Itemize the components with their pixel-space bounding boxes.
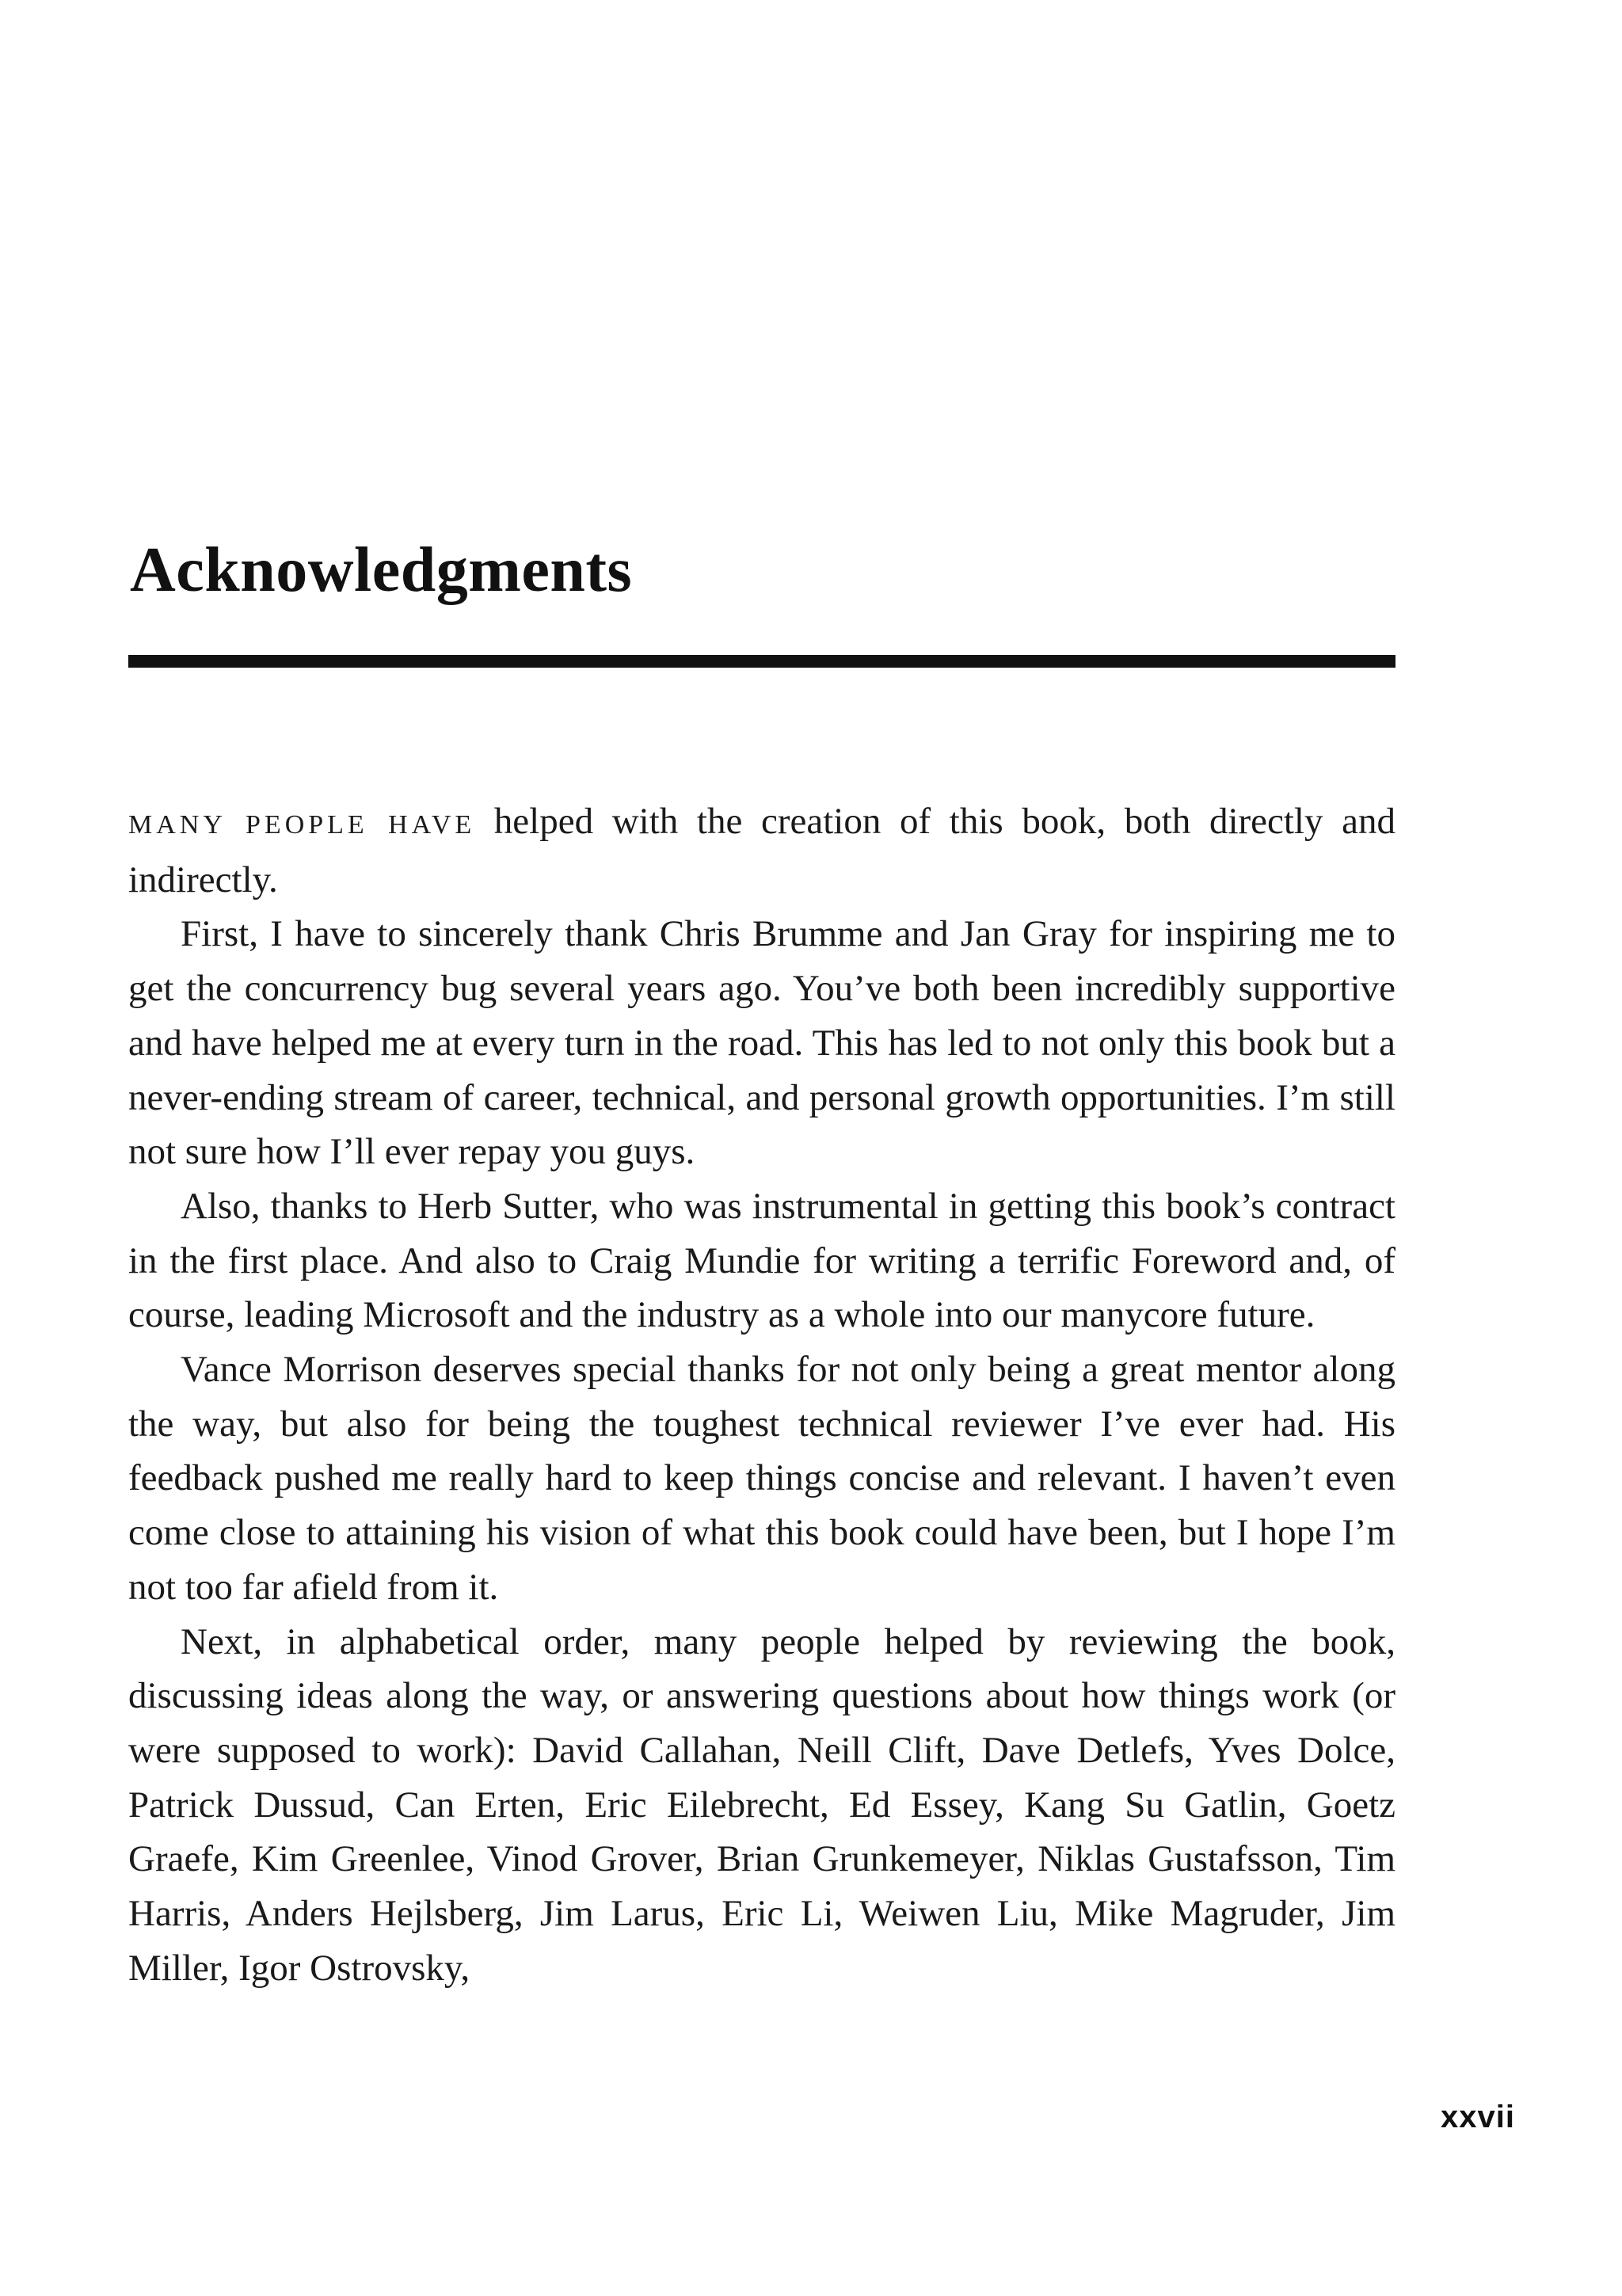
page-number: xxvii — [1441, 2100, 1515, 2134]
paragraph-4 — [128, 1342, 1395, 1615]
paragraph-5 — [128, 1615, 1395, 1996]
small-caps-lead-in: MANY PEOPLE HAVE — [128, 810, 476, 840]
paragraph-text: Next, in alphabetical order, many people helped by reviewing the book, discussing ideas along the way, or answering questions about how things work (or were supposed to work): David Callahan, Neill Clift, Dave Detlefs, Yves Dolce, Patrick Dussud, Can Erten, Eric Eilebrecht, Ed Essey, Kang Su Gatlin, Goetz Graefe, Kim Greenlee, Vinod Grover, Brian Grunkemeyer, Niklas Gustafsson, Tim Harris, Anders Hejlsberg, Jim Larus, Eric Li, Weiwen Liu, Mike Magruder, Jim Miller, Igor Ostrovsky, — [128, 1620, 1395, 1989]
paragraph-2 — [128, 907, 1395, 1179]
paragraph-3 — [128, 1179, 1395, 1342]
paragraph-text: First, I have to sincerely thank Chris Brumme and Jan Gray for inspiring me to get the concurrency bug several years ago. You’ve both been incredibly supportive and have helped me at every turn in the road. This has led to not only this book but a never-ending stream of career, technical, and personal growth opportunities. I’m still not sure how I’ll ever repay you guys. — [128, 913, 1395, 1173]
chapter-title: Acknowledgments — [130, 535, 633, 605]
paragraph-text: Vance Morrison deserves special thanks for not only being a great mentor along the way, but also for being the toughest technical reviewer I’ve ever had. His feedback pushed me really hard to keep things concise and relevant. I haven’t even come close to attaining his vision of what this book could have been, but I hope I’m not too far afield from it. — [128, 1349, 1395, 1608]
paragraph-text: helped with the creation of this book, both directly and indirectly. — [128, 801, 1395, 901]
body-text — [128, 794, 1395, 1995]
paragraph-text: Also, thanks to Herb Sutter, who was instrumental in getting this book’s contract in the first place. And also to Craig Mundie for writing a terrific Foreword and, of course, leading Microsoft and the industry as a whole into our manycore future. — [128, 1185, 1395, 1336]
title-rule — [128, 655, 1395, 668]
paragraph-1 — [128, 794, 1395, 907]
